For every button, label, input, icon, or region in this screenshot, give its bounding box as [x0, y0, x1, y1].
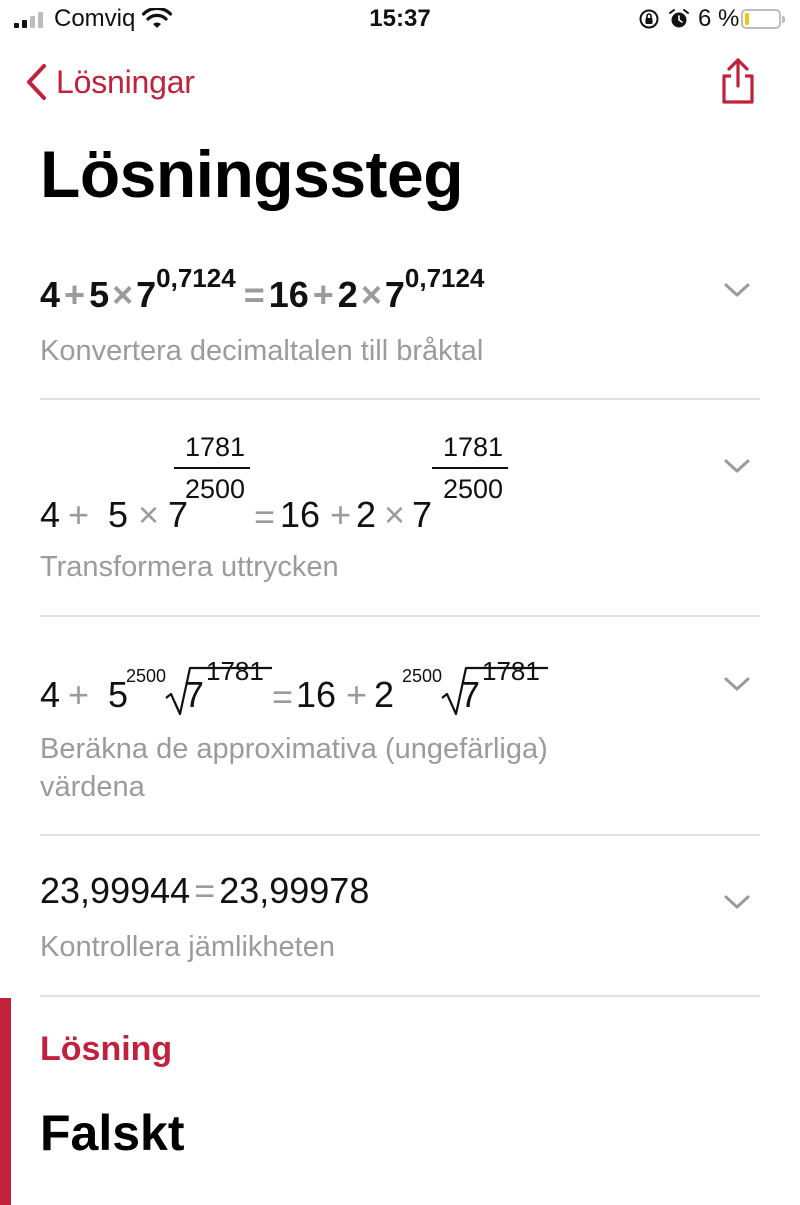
back-button[interactable] — [24, 60, 195, 104]
solution-value: Falskt — [40, 1105, 185, 1161]
battery-percent: 6 % — [698, 5, 740, 32]
carrier-name: Comviq — [54, 5, 136, 32]
chevron-down-icon[interactable] — [722, 674, 752, 694]
step-1-expression: $4 + 5\times 7^{0,7124} = 16 + 2\times 7^{0,7124}$ — [40, 263, 485, 315]
alarm-icon — [668, 8, 690, 30]
divider — [40, 615, 760, 617]
page-title: Lösningssteg — [40, 137, 464, 211]
divider — [40, 834, 760, 836]
step-2-hint: Transformera uttrycken — [40, 551, 339, 583]
step-3-hint: Beräkna de approximativa (ungefärliga) värdena — [40, 733, 548, 803]
chevron-down-icon[interactable] — [722, 456, 752, 476]
battery-fill — [745, 13, 749, 25]
clock: 15:37 — [369, 5, 431, 32]
chevron-down-icon[interactable] — [722, 280, 752, 300]
solution-label: Lösning — [40, 1030, 173, 1068]
step-4-expression: 23,99944 = 23,99978 — [40, 870, 370, 911]
back-button-label: Lösningar — [56, 63, 195, 100]
step-2-expression: 4 + 5 × 7 1781 2500 = 16 + 2 × 7 1781 2500 — [40, 430, 600, 530]
divider — [40, 398, 760, 400]
status-bar — [0, 0, 800, 44]
step-4-hint: Kontrollera jämlikheten — [40, 931, 335, 963]
solution-accent-bar — [0, 998, 11, 1205]
chevron-left-icon — [24, 62, 48, 102]
share-icon[interactable] — [718, 56, 758, 106]
rotation-lock-icon — [638, 8, 660, 30]
battery-icon — [741, 9, 781, 29]
step-3-expression: 4 + 5 2500 7 1781 = 16 + 2 2500 7 1781 — [40, 650, 600, 720]
divider — [40, 995, 760, 997]
chevron-down-icon[interactable] — [722, 892, 752, 912]
step-1-hint: Konvertera decimaltalen till bråktal — [40, 335, 484, 367]
